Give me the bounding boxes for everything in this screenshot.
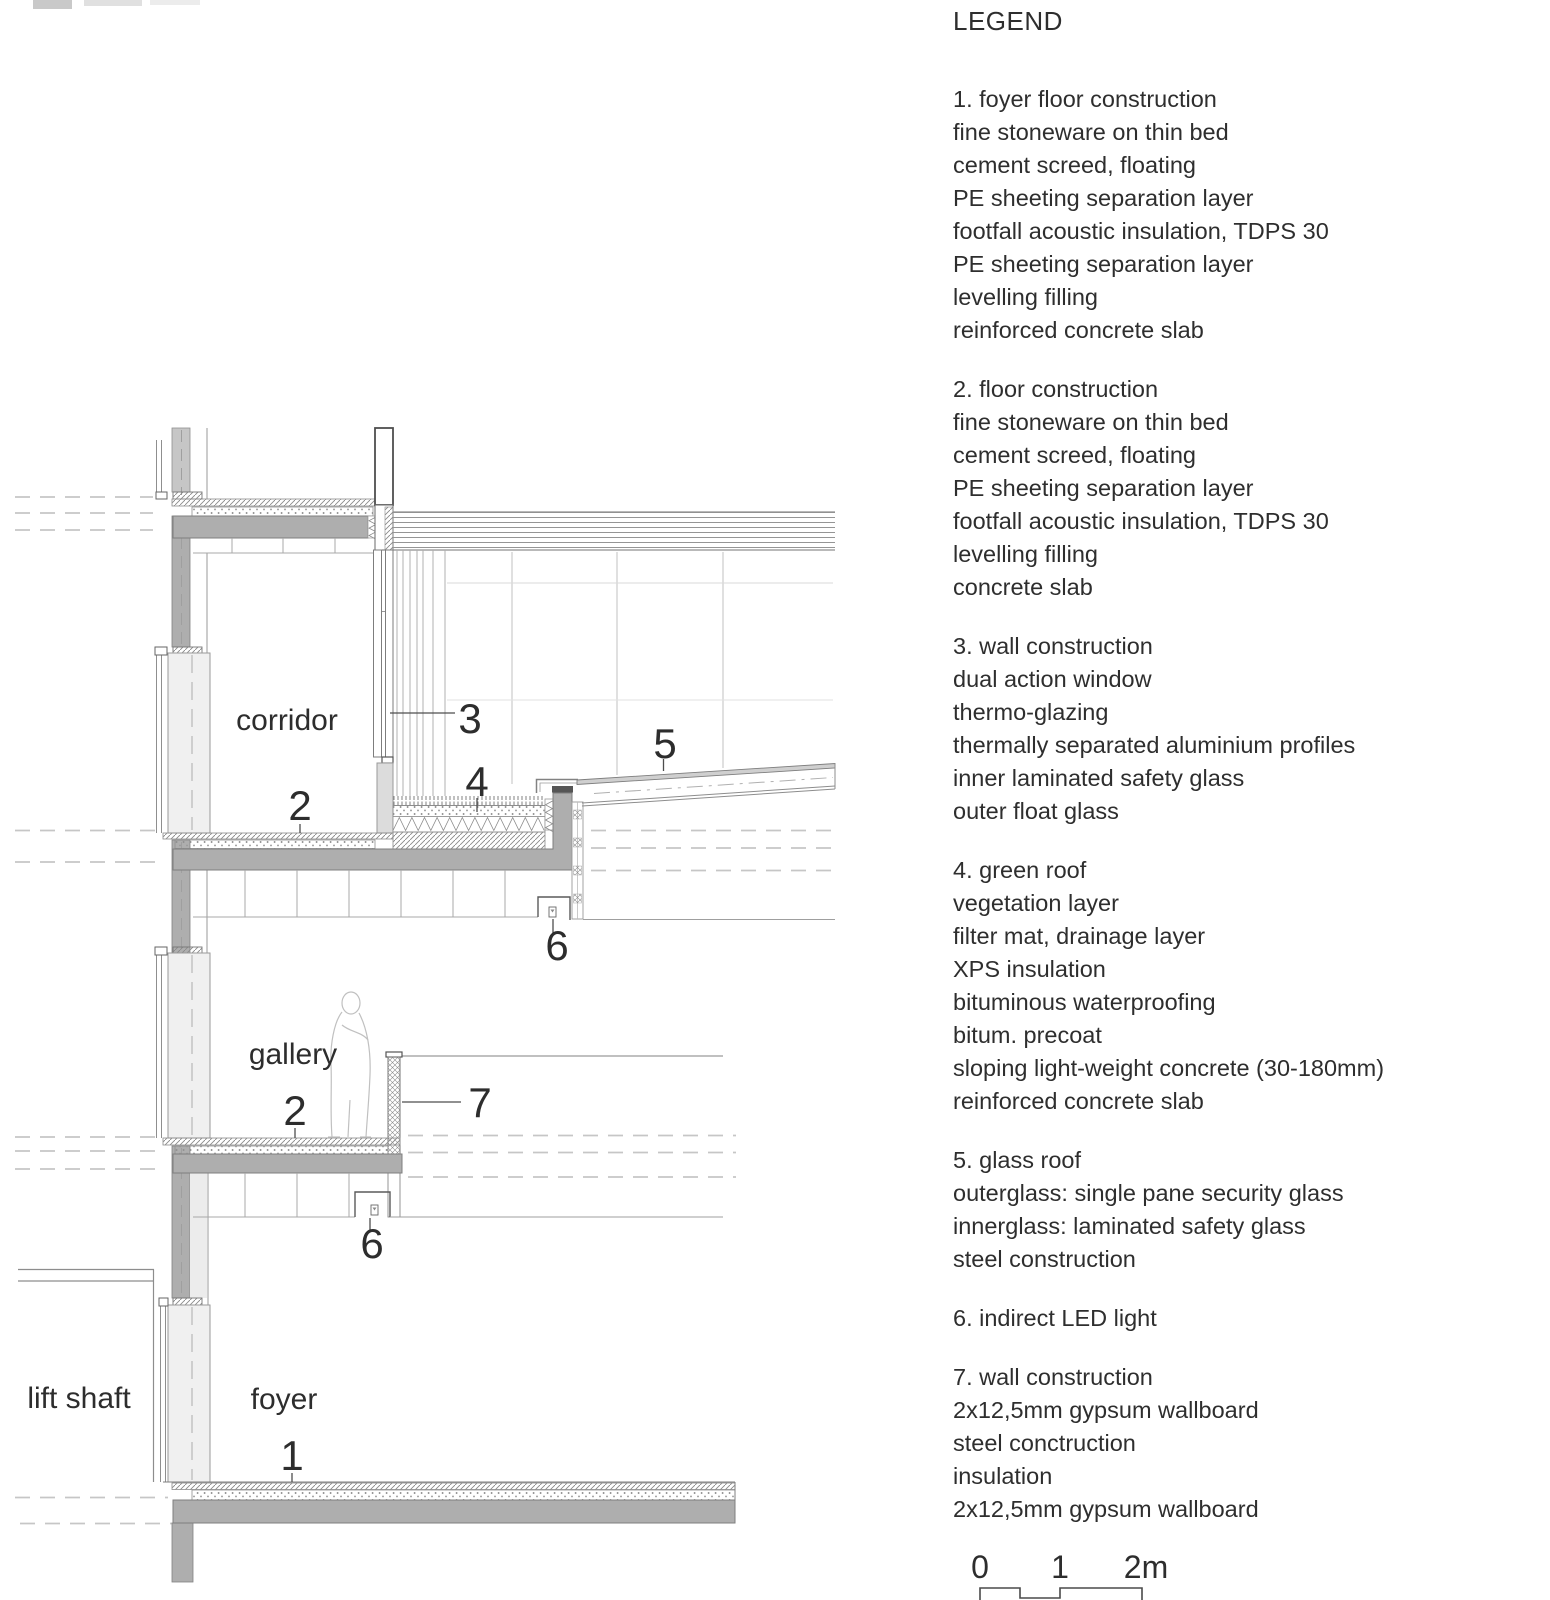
room-label-corridor: corridor [236, 704, 338, 737]
scale-bar [971, 1549, 1168, 1600]
upper-glazing-grid [447, 552, 833, 784]
fascia-band [393, 512, 835, 550]
gallery-level [163, 992, 723, 1217]
top-floor-slab [172, 499, 377, 553]
lift-shaft [18, 1270, 154, 1483]
legend-item-3: 3. wall construction dual action window thermo-glazing thermally separated aluminium profiles inner laminated safety glass outer float glass [953, 633, 1356, 824]
legend-item-2: 2. floor construction fine stoneware on thin bed cement screed, floating PE sheeting separation layer footfall acoustic insulation, TDPS 30 levelling filling concrete slab [953, 376, 1329, 600]
window-sill [377, 763, 393, 833]
callout-1: 1 [280, 1432, 304, 1479]
legend-item-5: 5. glass roof outerglass: single pane security glass innerglass: laminated safety glass steel construction [953, 1147, 1344, 1272]
legend-item-7: 7. wall construction 2x12,5mm gypsum wallboard steel conctruction insulation 2x12,5mm gypsum wallboard [953, 1364, 1259, 1522]
room-label-gallery: gallery [248, 1038, 338, 1071]
window-assembly [374, 550, 446, 833]
facade-wall [155, 428, 210, 1582]
room-label-lift-shaft: lift shaft [27, 1382, 131, 1415]
callout-7: 7 [468, 1079, 492, 1126]
led-cove-gallery [355, 1192, 723, 1217]
top-left-artifact [33, 0, 200, 9]
callout-6-corridor: 6 [545, 922, 569, 969]
callout-2-corridor: 2 [288, 782, 312, 829]
foyer-floor-slab [163, 1482, 735, 1523]
datum-lines [15, 497, 835, 1524]
scale-tick-2m: 2m [1123, 1549, 1169, 1585]
glass-roof [577, 764, 835, 807]
legend [953, 6, 1538, 1552]
legend-title: LEGEND [953, 6, 1063, 36]
callout-6-gallery: 6 [360, 1220, 384, 1267]
callout-5: 5 [653, 720, 677, 767]
legend-item-6: 6. indirect LED light [953, 1305, 1157, 1331]
legend-item-1: 1. foyer floor construction fine stoneware on thin bed cement screed, floating PE sheeting separation layer footfall acoustic insulation, TDPS 30 PE sheeting separation layer levelling filling reinforced concrete slab [953, 86, 1329, 343]
legend-item-4: 4. green roof vegetation layer filter mat, drainage layer XPS insulation bituminous waterproofing bitum. precoat sloping light-weight concrete (30-180mm) reinforced concrete slab [953, 857, 1385, 1114]
callout-3: 3 [458, 695, 482, 742]
callout-4: 4 [465, 758, 489, 805]
scale-tick-1: 1 [1051, 1549, 1069, 1585]
room-label-foyer: foyer [250, 1383, 318, 1416]
scale-tick-0: 0 [971, 1549, 989, 1585]
corridor-ceiling [193, 870, 538, 917]
callout-2-gallery: 2 [283, 1087, 307, 1134]
